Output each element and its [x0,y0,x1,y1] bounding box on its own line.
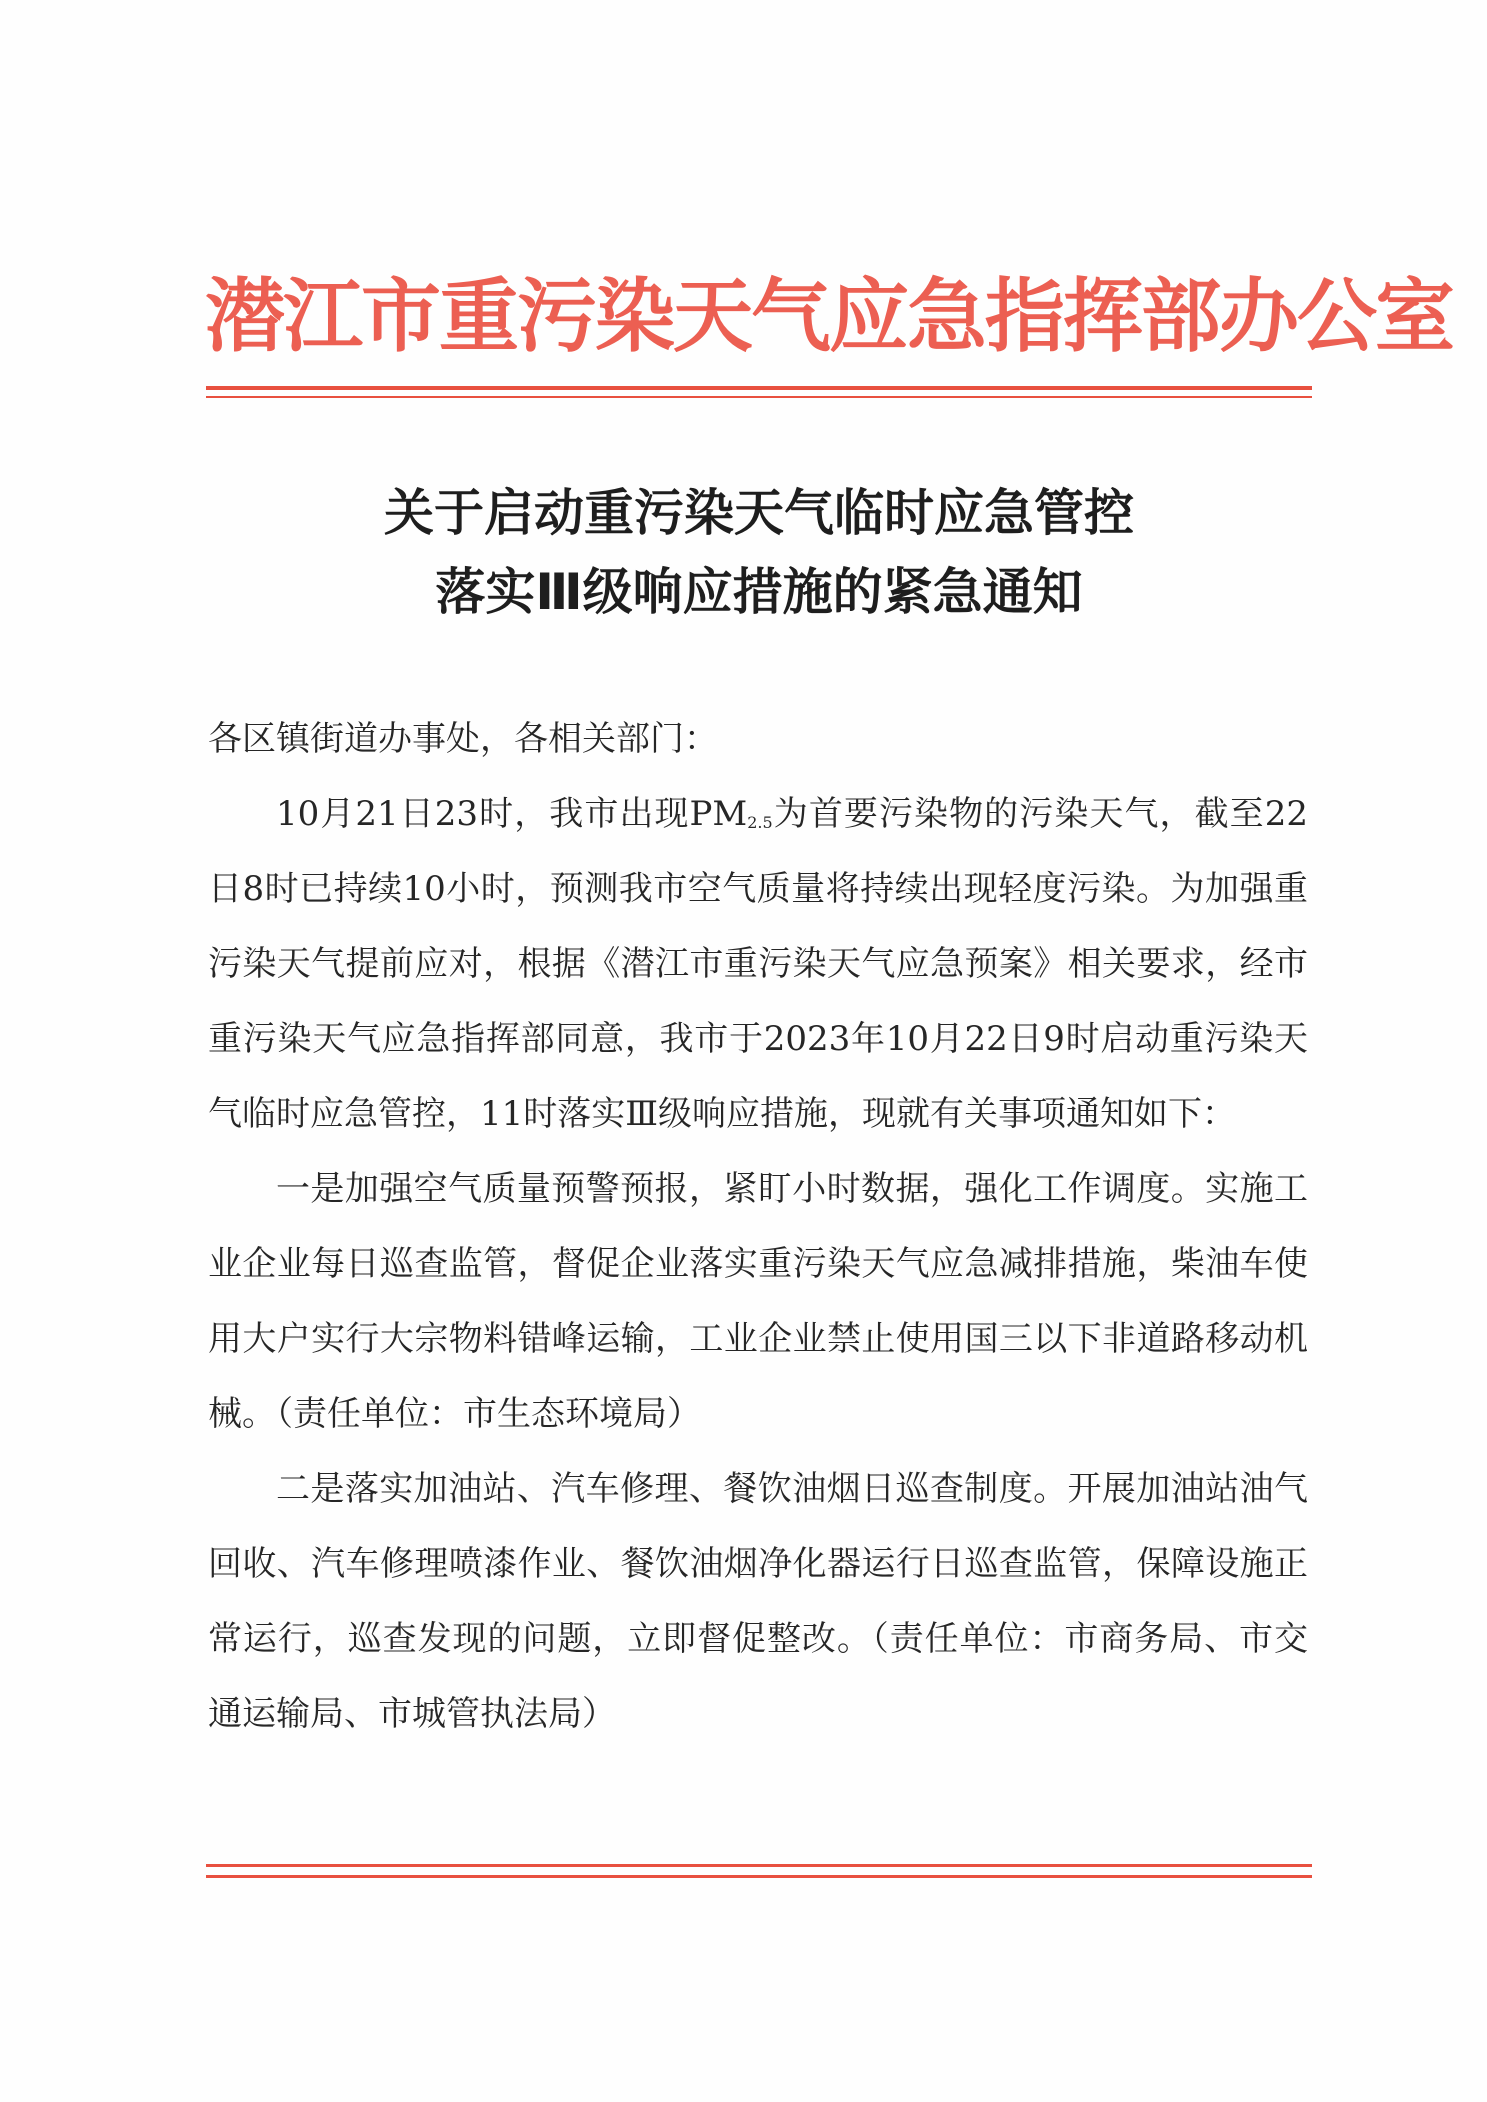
paragraph-measure-one: 一是加强空气质量预警预报，紧盯小时数据，强化工作调度。实施工业企业每日巡查监管，督促企业落实重污染天气应急减排措施，柴油车使用大户实行大宗物料错峰运输，工业企业禁止使用国三以下非道路移动机械。（责任单位：市生态环境局） [208,1169,1308,1434]
paragraph-situation-lead: 10月21日23时，我市出现PM [276,794,748,834]
pm-subscript: 2.5 [747,813,773,832]
notice-body [208,702,1308,1752]
footer-rule-upper [206,1864,1312,1867]
letterhead-rule-thin [206,396,1312,398]
letterhead-org-name: 潜江市重污染天气应急指挥部办公室 [205,270,1453,363]
letterhead-rule-thick [206,386,1312,390]
footer-rule-lower [206,1875,1312,1878]
notice-title-line-1: 关于启动重污染天气临时应急管控 [384,484,1134,542]
notice-title-line-2: 落实Ⅲ级响应措施的紧急通知 [435,563,1083,621]
salutation: 各区镇街道办事处，各相关部门： [208,719,718,759]
paragraph-measure-two: 二是落实加油站、汽车修理、餐饮油烟日巡查制度。开展加油站油气回收、汽车修理喷漆作业、餐饮油烟净化器运行日巡查监管，保障设施正常运行，巡查发现的问题，立即督促整改。（责任单位：市商务局、市交通运输局、市城管执法局） [208,1469,1308,1734]
paragraph-situation-rest: 为首要污染物的污染天气，截至22日8时已持续10小时，预测我市空气质量将持续出现轻度污染。为加强重污染天气提前应对，根据《潜江市重污染天气应急预案》相关要求，经市重污染天气应急指挥部同意，我市于2023年10月22日9时启动重污染天气临时应急管控，11时落实Ⅲ级响应措施，现就有关事项通知如下： [208,794,1309,1134]
paragraph-situation [208,777,1308,1152]
